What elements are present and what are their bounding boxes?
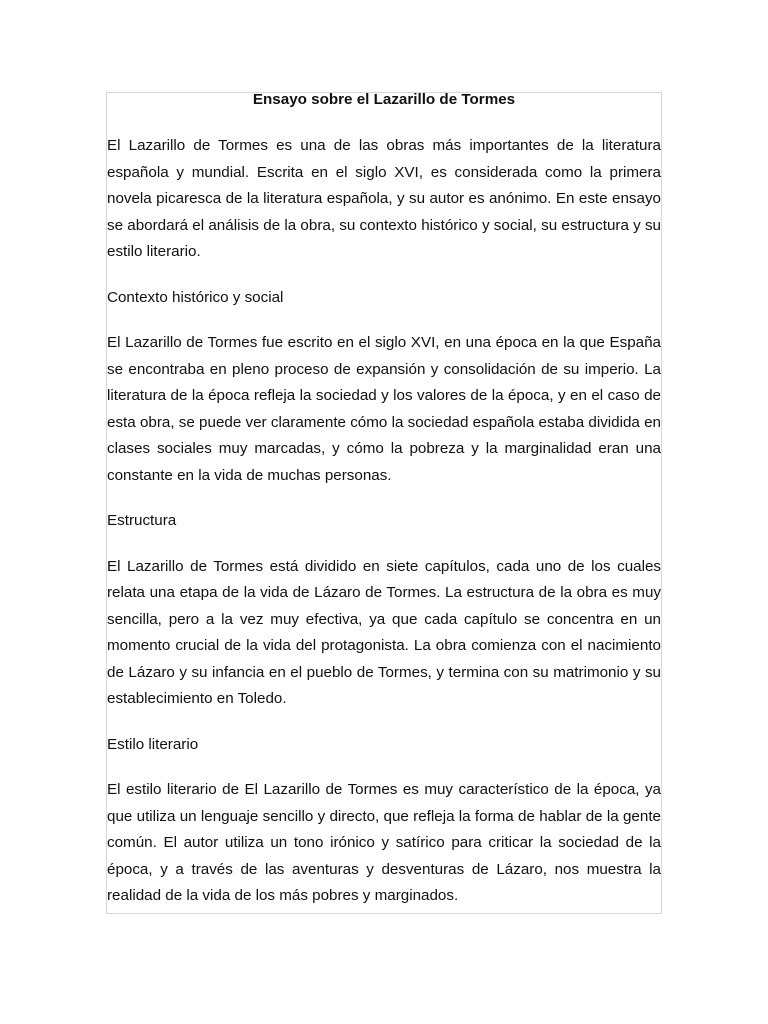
document-title: Ensayo sobre el Lazarillo de Tormes	[252, 91, 516, 108]
document-body	[107, 86, 661, 910]
section-body-contexto: El Lazarillo de Tormes fue escrito en el siglo XVI, en una época en la que España se encontraba en pleno proceso de expansión y consolidación de su imperio. La literatura de la época refleja la sociedad y los valores de la época, y en el caso de esta obra, se puede ver claramente cómo la sociedad española estaba dividida en clases sociales muy marcadas, y cómo la pobreza y la marginalidad eran una constante en la vida de muchas personas.	[107, 334, 661, 484]
section-heading-estructura: Estructura	[107, 512, 177, 529]
section-heading-contexto: Contexto histórico y social	[107, 288, 284, 306]
section-body-estructura: El Lazarillo de Tormes está dividido en siete capítulos, cada uno de los cuales relata una etapa de la vida de Lázaro de Tormes. La estructura de la obra es muy sencilla, pero a la vez muy efectiva, ya que cada capítulo se concentra en un momento crucial de la vida del protagonista. La obra comienza con el nacimiento de Lázaro y su infancia en el pueblo de Tormes, y termina con su matrimonio y su establecimiento en Toledo.	[107, 557, 661, 707]
section-heading-estilo: Estilo literario	[107, 735, 199, 753]
intro-paragraph: El Lazarillo de Tormes es una de las obras más importantes de la literatura española y mundial. Escrita en el siglo XVI, es considerada como la primera novela picaresca de la literatura española, y su autor es anónimo. En este ensayo se abordará el análisis de la obra, su contexto histórico y social, su estructura y su estilo literario.	[107, 137, 661, 260]
section-body-estilo: El estilo literario de El Lazarillo de Tormes es muy característico de la época, ya que utiliza un lenguaje sencillo y directo, que refleja la forma de hablar de la gente común. El autor utiliza un tono irónico y satírico para criticar la sociedad de la época, y a través de las aventuras y desventuras de Lázaro, nos muestra la realidad de la vida de los más pobres y marginados.	[107, 781, 661, 904]
